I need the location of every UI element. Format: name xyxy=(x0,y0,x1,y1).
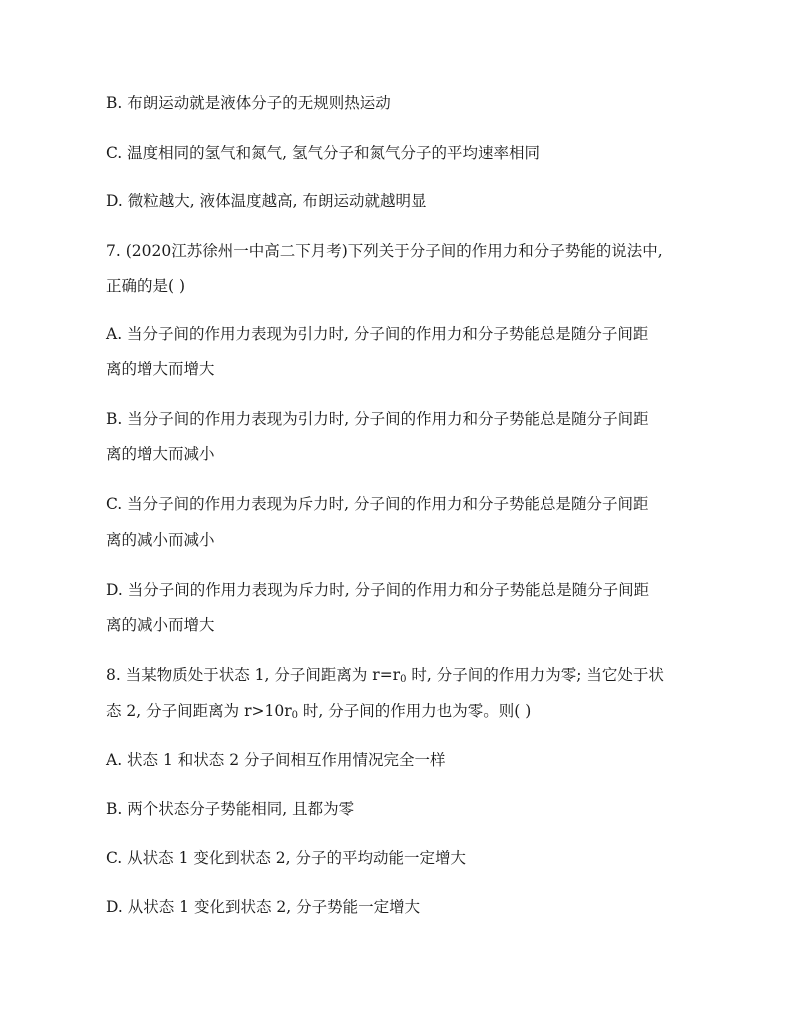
q8-option-c: C. 从状态 1 变化到状态 2, 分子的平均动能一定增大 xyxy=(106,849,467,867)
q8-stem-line2 xyxy=(106,700,531,727)
q8-option-a: A. 状态 1 和状态 2 分子间相互作用情况完全一样 xyxy=(106,751,446,769)
q8-stem-line2-b: 时, 分子间的作用力也为零。则( ) xyxy=(297,702,532,720)
q7-option-d-line2: 离的减小而增大 xyxy=(106,616,215,634)
q7-option-b-line1: B. 当分子间的作用力表现为引力时, 分子间的作用力和分子势能总是随分子间距 xyxy=(106,410,649,428)
q7-option-d-line1: D. 当分子间的作用力表现为斥力时, 分子间的作用力和分子势能总是随分子间距 xyxy=(106,581,650,599)
q8-stem-line2-a: 态 2, 分子间距离为 r>10r xyxy=(106,702,292,720)
q8-stem-line1 xyxy=(106,664,664,691)
q8-subscript-1: 0 xyxy=(400,674,407,685)
q7-option-a-line1: A. 当分子间的作用力表现为引力时, 分子间的作用力和分子势能总是随分子间距 xyxy=(106,325,649,343)
q8-subscript-2: 0 xyxy=(291,710,298,721)
q8-stem-line1-b: 时, 分子间的作用力为零; 当它处于状 xyxy=(406,666,664,684)
q7-stem-line2: 正确的是( ) xyxy=(106,277,186,295)
q8-option-d: D. 从状态 1 变化到状态 2, 分子势能一定增大 xyxy=(106,898,421,916)
prev-option-c: C. 温度相同的氢气和氮气, 氢气分子和氮气分子的平均速率相同 xyxy=(106,144,541,162)
q7-stem-line1: 7. (2020江苏徐州一中高二下月考)下列关于分子间的作用力和分子势能的说法中, xyxy=(106,242,663,260)
q7-option-b-line2: 离的增大而减小 xyxy=(106,445,215,463)
prev-option-b: B. 布朗运动就是液体分子的无规则热运动 xyxy=(106,94,391,112)
q7-option-c-line1: C. 当分子间的作用力表现为斥力时, 分子间的作用力和分子势能总是随分子间距 xyxy=(106,495,649,513)
q8-stem-line1-a: 8. 当某物质处于状态 1, 分子间距离为 r=r xyxy=(106,666,401,684)
q7-option-a-line2: 离的增大而增大 xyxy=(106,360,215,378)
q7-option-c-line2: 离的减小而减小 xyxy=(106,531,215,549)
prev-option-d: D. 微粒越大, 液体温度越高, 布朗运动就越明显 xyxy=(106,192,427,210)
q8-option-b: B. 两个状态分子势能相同, 且都为零 xyxy=(106,800,355,818)
